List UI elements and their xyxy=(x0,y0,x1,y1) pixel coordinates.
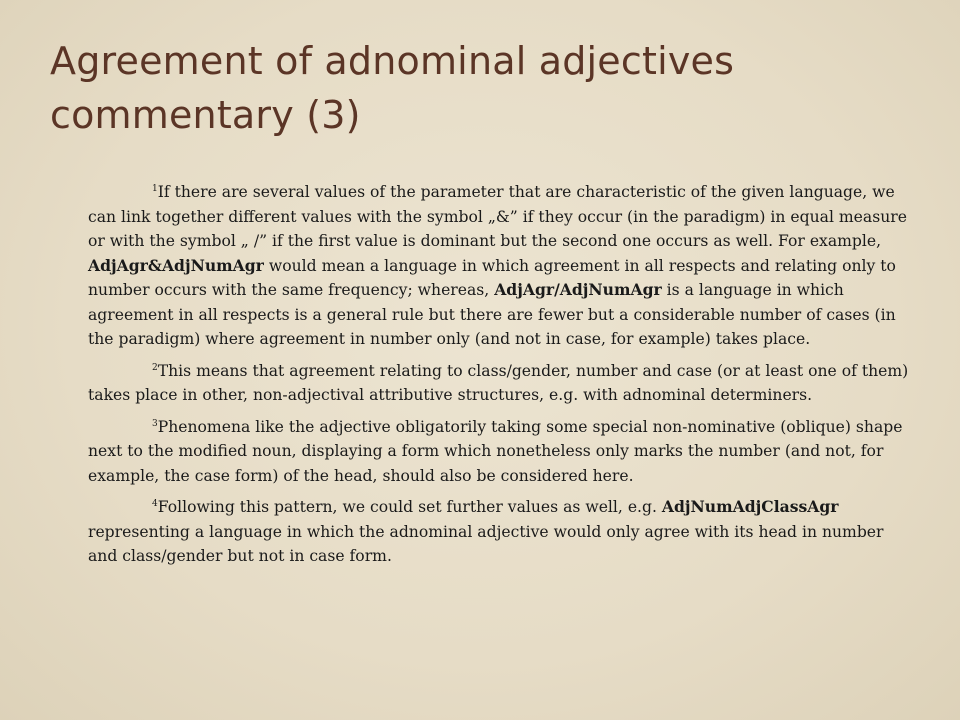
term-adjnumadjclassagr: AdjNumAdjClassAgr xyxy=(661,497,839,516)
commentary-paragraph-4 xyxy=(88,495,910,569)
slide-title xyxy=(50,34,910,142)
title-line-2: commentary (3) xyxy=(50,93,361,137)
commentary-paragraph-1 xyxy=(88,180,910,352)
footnote-marker-4: 4 xyxy=(152,499,158,509)
paragraph-3-text: Phenomena like the adjective obligatorily taking some special non-nominative (oblique) shape next to the modified noun, displaying a form which nonetheless only marks the number (and not, for example, the case form) of the head, should also be considered here. xyxy=(88,417,903,485)
footnote-marker-1: 1 xyxy=(152,184,158,194)
paragraph-1-text-a: If there are several values of the parameter that are characteristic of the given language, we can link together different values with the symbol „&” if they occur (in the paradigm) in equal measure or with the symbol „ /” if the first value is dominant but the second one occurs as well. For example, xyxy=(88,183,907,250)
paragraph-4-text-b: representing a language in which the adnominal adjective would only agree with its head in number and class/gender but not in case form. xyxy=(88,522,884,565)
footnote-marker-3: 3 xyxy=(152,418,158,429)
term-adjagr-slash-adjnumagr: AdjAgr/AdjNumAgr xyxy=(494,280,662,299)
paragraph-4-text-a: Following this pattern, we could set further values as well, e.g. xyxy=(157,498,662,516)
term-adjagr-and-adjnumagr: AdjAgr&AdjNumAgr xyxy=(88,255,264,275)
paragraph-2-text: This means that agreement relating to class/gender, number and case (or at least one of them) takes place in other, non-adjectival attributive structures, e.g. with adnominal determiners. xyxy=(88,361,909,404)
commentary-paragraph-2 xyxy=(88,359,910,408)
footnote-marker-2: 2 xyxy=(152,362,158,373)
commentary-body xyxy=(88,180,910,576)
paragraph-1-text-c: is a language in which agreement in all respects is a general rule but there are fewer but a considerable number of cases (in the paradigm) where agreement in number only (and not in case, for example) takes place. xyxy=(88,281,896,348)
commentary-paragraph-3 xyxy=(88,415,910,489)
paragraph-1-text-b: would mean a language in which agreement in all respects and relating only to number occurs with the same frequency; whereas, xyxy=(88,256,896,299)
title-line-1: Agreement of adnominal adjectives xyxy=(50,39,735,83)
